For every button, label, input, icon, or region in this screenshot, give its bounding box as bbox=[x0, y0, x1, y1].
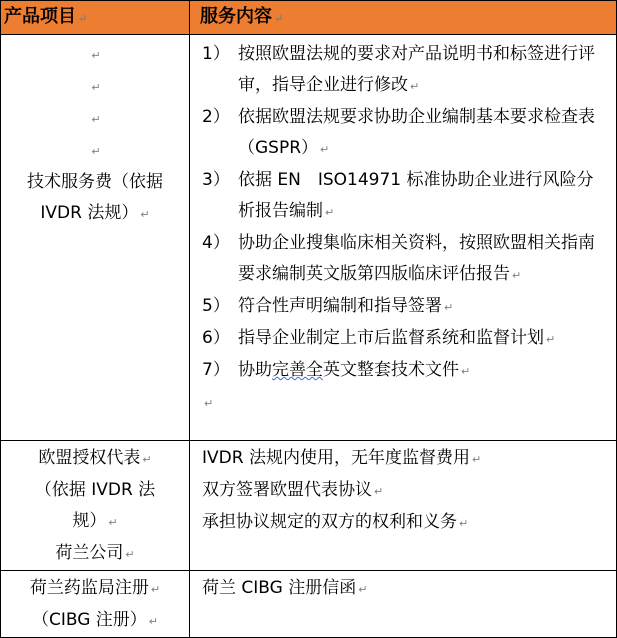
row1-trailing-empty-line: ↵ bbox=[204, 397, 214, 410]
row3-service-cell: 荷兰 CIBG 注册信函 ↵ bbox=[190, 571, 617, 638]
service-item-6: 6） 指导企业制定上市后监督系统和监督计划 ↵ bbox=[202, 328, 556, 348]
service-item-2: 2） 依据欧盟法规要求协助企业编制基本要求检查表（GSPR） ↵ bbox=[202, 107, 595, 158]
row1-empty-line-3: ↵ bbox=[91, 113, 101, 126]
service-item-7: 7） 协助完善全英文整套技术文件 ↵ bbox=[202, 360, 471, 380]
row-cibg-registration bbox=[1, 571, 617, 638]
row1-product-line-2: IVDR 法规） ↵ bbox=[40, 203, 150, 223]
row2-service-cell bbox=[190, 441, 617, 571]
row-eu-representative bbox=[1, 441, 617, 571]
row1-empty-line-1: ↵ bbox=[91, 49, 101, 62]
service-item-1: 1） 按照欧盟法规的要求对产品说明书和标签进行评审，指导企业进行修改 ↵ bbox=[202, 44, 595, 95]
row1-product-line-1: 技术服务费（依据 bbox=[27, 172, 163, 192]
row1-product-cell bbox=[1, 35, 190, 441]
row1-empty-line-2: ↵ bbox=[91, 81, 101, 94]
row2-service-line-3: 承担协议规定的双方的权利和义务 ↵ bbox=[202, 512, 469, 532]
spellcheck-underline: 完善全 bbox=[272, 360, 323, 380]
header-service: 服务内容 ↵ bbox=[190, 1, 617, 35]
header-product: 产品项目 ↵ bbox=[1, 1, 190, 35]
service-item-4: 4） 协助企业搜集临床相关资料，按照欧盟相关指南要求编制英文版第四版临床评估报告 ↵ bbox=[202, 233, 595, 284]
row3-product-cell: 荷兰药监局注册 ↵ （CIBG 注册） ↵ bbox=[1, 571, 190, 638]
row1-empty-line-4: ↵ bbox=[91, 145, 101, 158]
service-item-3: 3） 依据 EN ISO14971 标准协助企业进行风险分析报告编制 ↵ bbox=[202, 170, 594, 221]
row1-service-cell bbox=[190, 35, 617, 441]
header-row bbox=[1, 1, 617, 35]
row2-product-cell: 欧盟授权代表 ↵ （依据 IVDR 法 规） ↵ 荷兰公司 ↵ bbox=[1, 441, 190, 571]
row-technical-service bbox=[1, 35, 617, 441]
service-item-5: 5） 符合性声明编制和指导签署 ↵ bbox=[202, 296, 454, 316]
row2-service-line-2: 双方签署欧盟代表协议 ↵ bbox=[202, 480, 384, 500]
row2-service-line-1: IVDR 法规内使用，无年度监督费用 ↵ bbox=[202, 448, 482, 468]
